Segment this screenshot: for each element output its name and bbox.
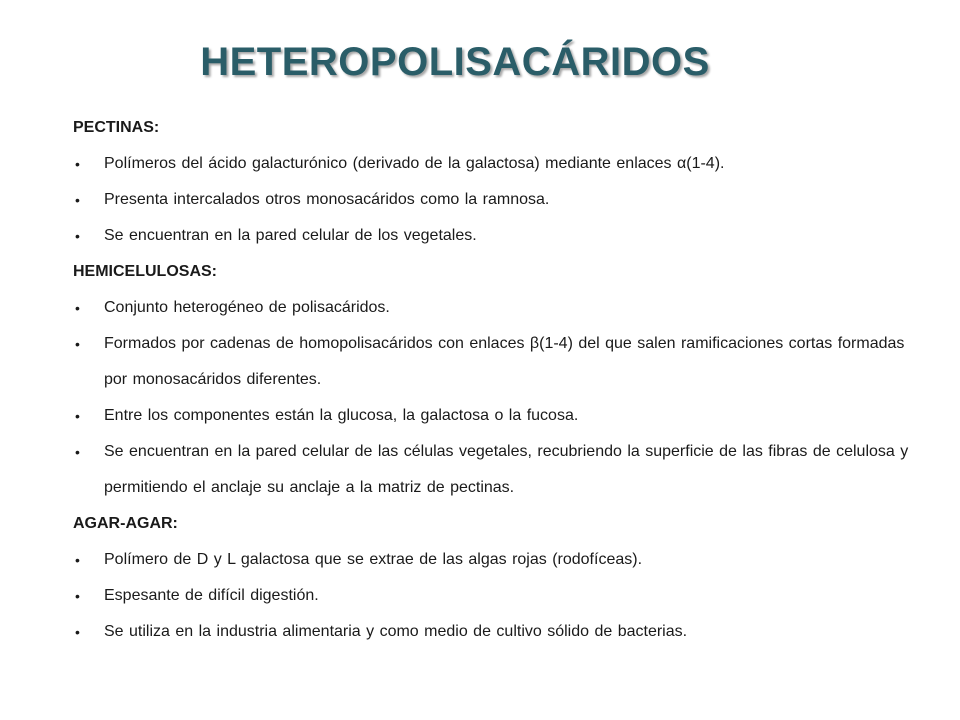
bullet-dot-icon: • <box>75 228 80 244</box>
bullet-text: Se utiliza en la industria alimentaria y como medio de cultivo sólido de bacterias. <box>104 623 688 640</box>
bullet-item <box>73 182 923 218</box>
bullet-dot-icon: • <box>75 552 80 568</box>
bullet-text: Entre los componentes están la glucosa, la galactosa o la fucosa. <box>104 407 579 424</box>
bullet-item <box>73 218 923 254</box>
bullet-text: Se encuentran en la pared celular de los vegetales. <box>104 227 477 244</box>
bullet-dot-icon: • <box>75 408 80 424</box>
bullet-text: Conjunto heterogéneo de polisacáridos. <box>104 299 390 316</box>
bullet-list-agar-agar <box>73 542 923 650</box>
bullet-dot-icon: • <box>75 300 80 316</box>
bullet-item <box>73 542 923 578</box>
bullet-text: Se encuentran en la pared celular de las células vegetales, recubriendo la superficie de las fibras de celulosa y permitiendo el anclaje su anclaje a la matriz de pectinas. <box>104 443 909 496</box>
bullet-text: Formados por cadenas de homopolisacáridos con enlaces β(1-4) del que salen ramificaciones cortas formadas por monosacáridos diferentes. <box>104 335 905 388</box>
bullet-dot-icon: • <box>75 192 80 208</box>
bullet-item <box>73 614 923 650</box>
bullet-dot-icon: • <box>75 588 80 604</box>
bullet-dot-icon: • <box>75 624 80 640</box>
section-heading-agar-agar: AGAR-AGAR: <box>73 515 178 532</box>
bullet-list-pectinas <box>73 146 923 254</box>
bullet-item <box>73 434 923 506</box>
section-hemicelulosas <box>73 254 923 506</box>
bullet-dot-icon: • <box>75 336 80 352</box>
bullet-text: Presenta intercalados otros monosacáridos como la ramnosa. <box>104 191 550 208</box>
slide-title: HETEROPOLISACÁRIDOS <box>200 40 710 84</box>
section-agar-agar <box>73 506 923 650</box>
bullet-dot-icon: • <box>75 156 80 172</box>
bullet-text: Espesante de difícil digestión. <box>104 587 319 604</box>
bullet-text: Polímeros del ácido galacturónico (derivado de la galactosa) mediante enlaces α(1-4). <box>104 155 725 172</box>
bullet-item <box>73 578 923 614</box>
section-heading-hemicelulosas: HEMICELULOSAS: <box>73 263 217 280</box>
bullet-text: Polímero de D y L galactosa que se extrae de las algas rojas (rodofíceas). <box>104 551 643 568</box>
bullet-item <box>73 398 923 434</box>
slide-content <box>73 110 923 650</box>
bullet-list-hemicelulosas <box>73 290 923 506</box>
bullet-item <box>73 290 923 326</box>
section-pectinas <box>73 110 923 254</box>
bullet-item <box>73 146 923 182</box>
bullet-item <box>73 326 923 398</box>
section-heading-pectinas: PECTINAS: <box>73 119 160 136</box>
bullet-dot-icon: • <box>75 444 80 460</box>
